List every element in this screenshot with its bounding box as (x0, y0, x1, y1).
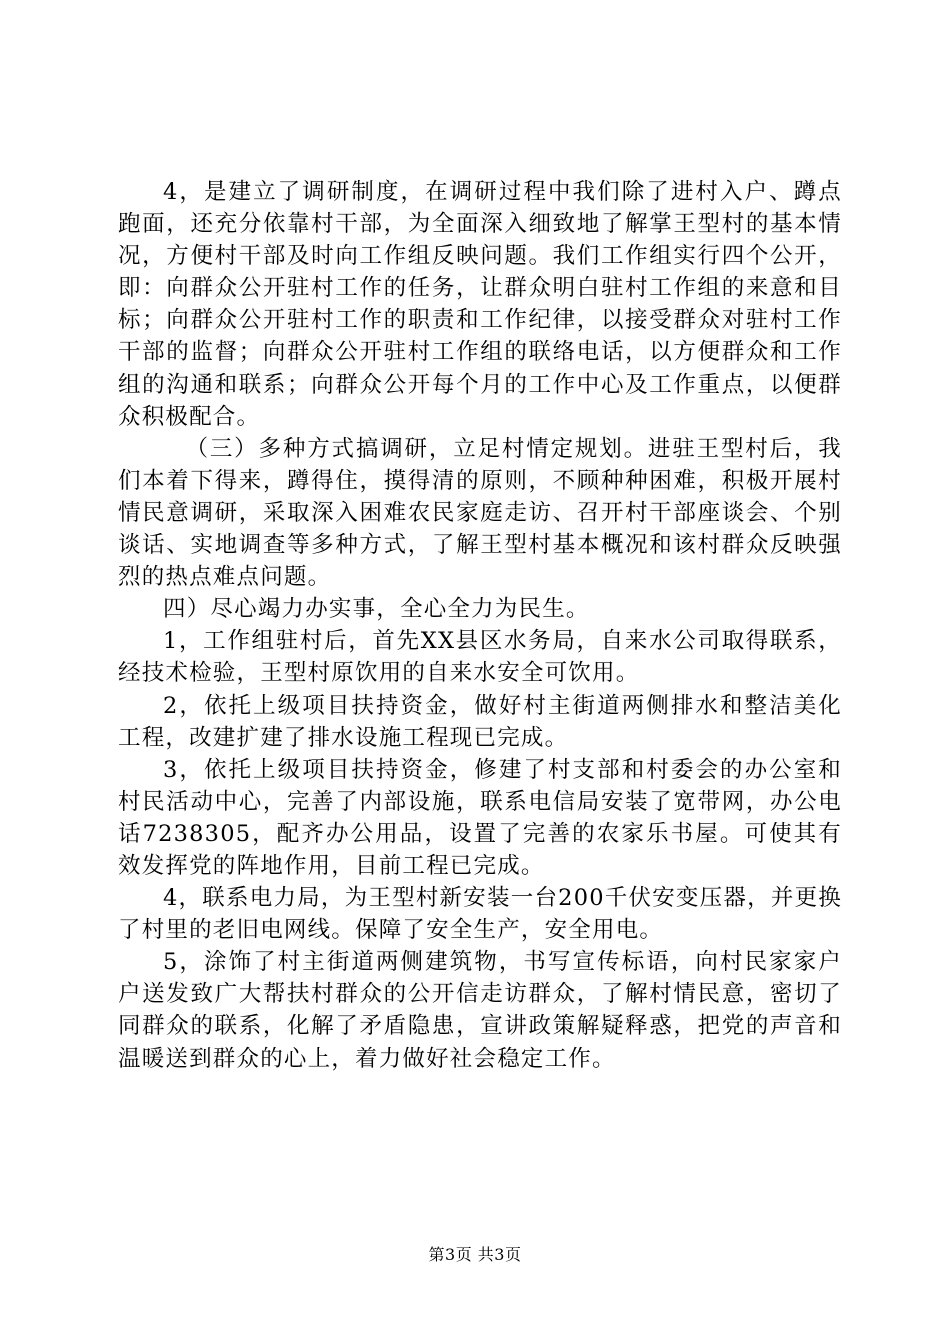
document-body (118, 176, 842, 1075)
page-footer: 第3页 共3页 (428, 1245, 522, 1264)
paragraph-item-4: 4，联系电力局，为王型村新安装一台200千伏安变压器，并更换了村里的老旧电网线。保障了安全生产，安全用电。 (118, 885, 842, 944)
paragraph-research-system: 4，是建立了调研制度，在调研过程中我们除了进村入户、蹲点跑面，还充分依靠村干部，为全面深入细致地了解掌王型村的基本情况，方便村干部及时向工作组反映问题。我们工作组实行四个公开，即：向群众公开驻村工作的任务，让群众明白驻村工作组的来意和目标；向群众公开驻村工作的职责和工作纪律，以接受群众对驻村工作干部的监督；向群众公开驻村工作组的联络电话，以方便群众和工作组的沟通和联系；向群众公开每个月的工作中心及工作重点，以便群众积极配合。 (118, 179, 842, 430)
paragraph-item-1: 1，工作组驻村后，首先XX县区水务局，自来水公司取得联系，经技术检验，王型村原饮用的自来水安全可饮用。 (118, 628, 842, 687)
paragraph-item-3: 3，依托上级项目扶持资金，修建了村支部和村委会的办公室和村民活动中心，完善了内部设施，联系电信局安装了宽带网，办公电话7238305，配齐办公用品，设置了完善的农家乐书屋。可使其有效发挥党的阵地作用，目前工程已完成。 (118, 756, 842, 879)
paragraph-item-2: 2，依托上级项目扶持资金，做好村主街道两侧排水和整洁美化工程，改建扩建了排水设施工程现已完成。 (118, 692, 842, 751)
paragraph-section-three: （三）多种方式搞调研，立足村情定规划。进驻王型村后，我们本着下得来，蹲得住，摸得清的原则，不顾种种困难，积极开展村情民意调研，采取深入困难农民家庭走访、召开村干部座谈会、个别谈话、实地调查等多种方式，了解王型村基本概况和该村群众反映强烈的热点难点问题。 (118, 435, 842, 591)
paragraph-item-5: 5，涂饰了村主街道两侧建筑物，书写宣传标语，向村民家家户户送发致广大帮扶村群众的公开信走访群众，了解村情民意，密切了同群众的联系，化解了矛盾隐患，宣讲政策解疑释惑，把党的声音和温暖送到群众的心上，着力做好社会稳定工作。 (118, 949, 842, 1072)
paragraph-section-four-heading: 四）尽心竭力办实事，全心全力为民生。 (163, 596, 590, 623)
